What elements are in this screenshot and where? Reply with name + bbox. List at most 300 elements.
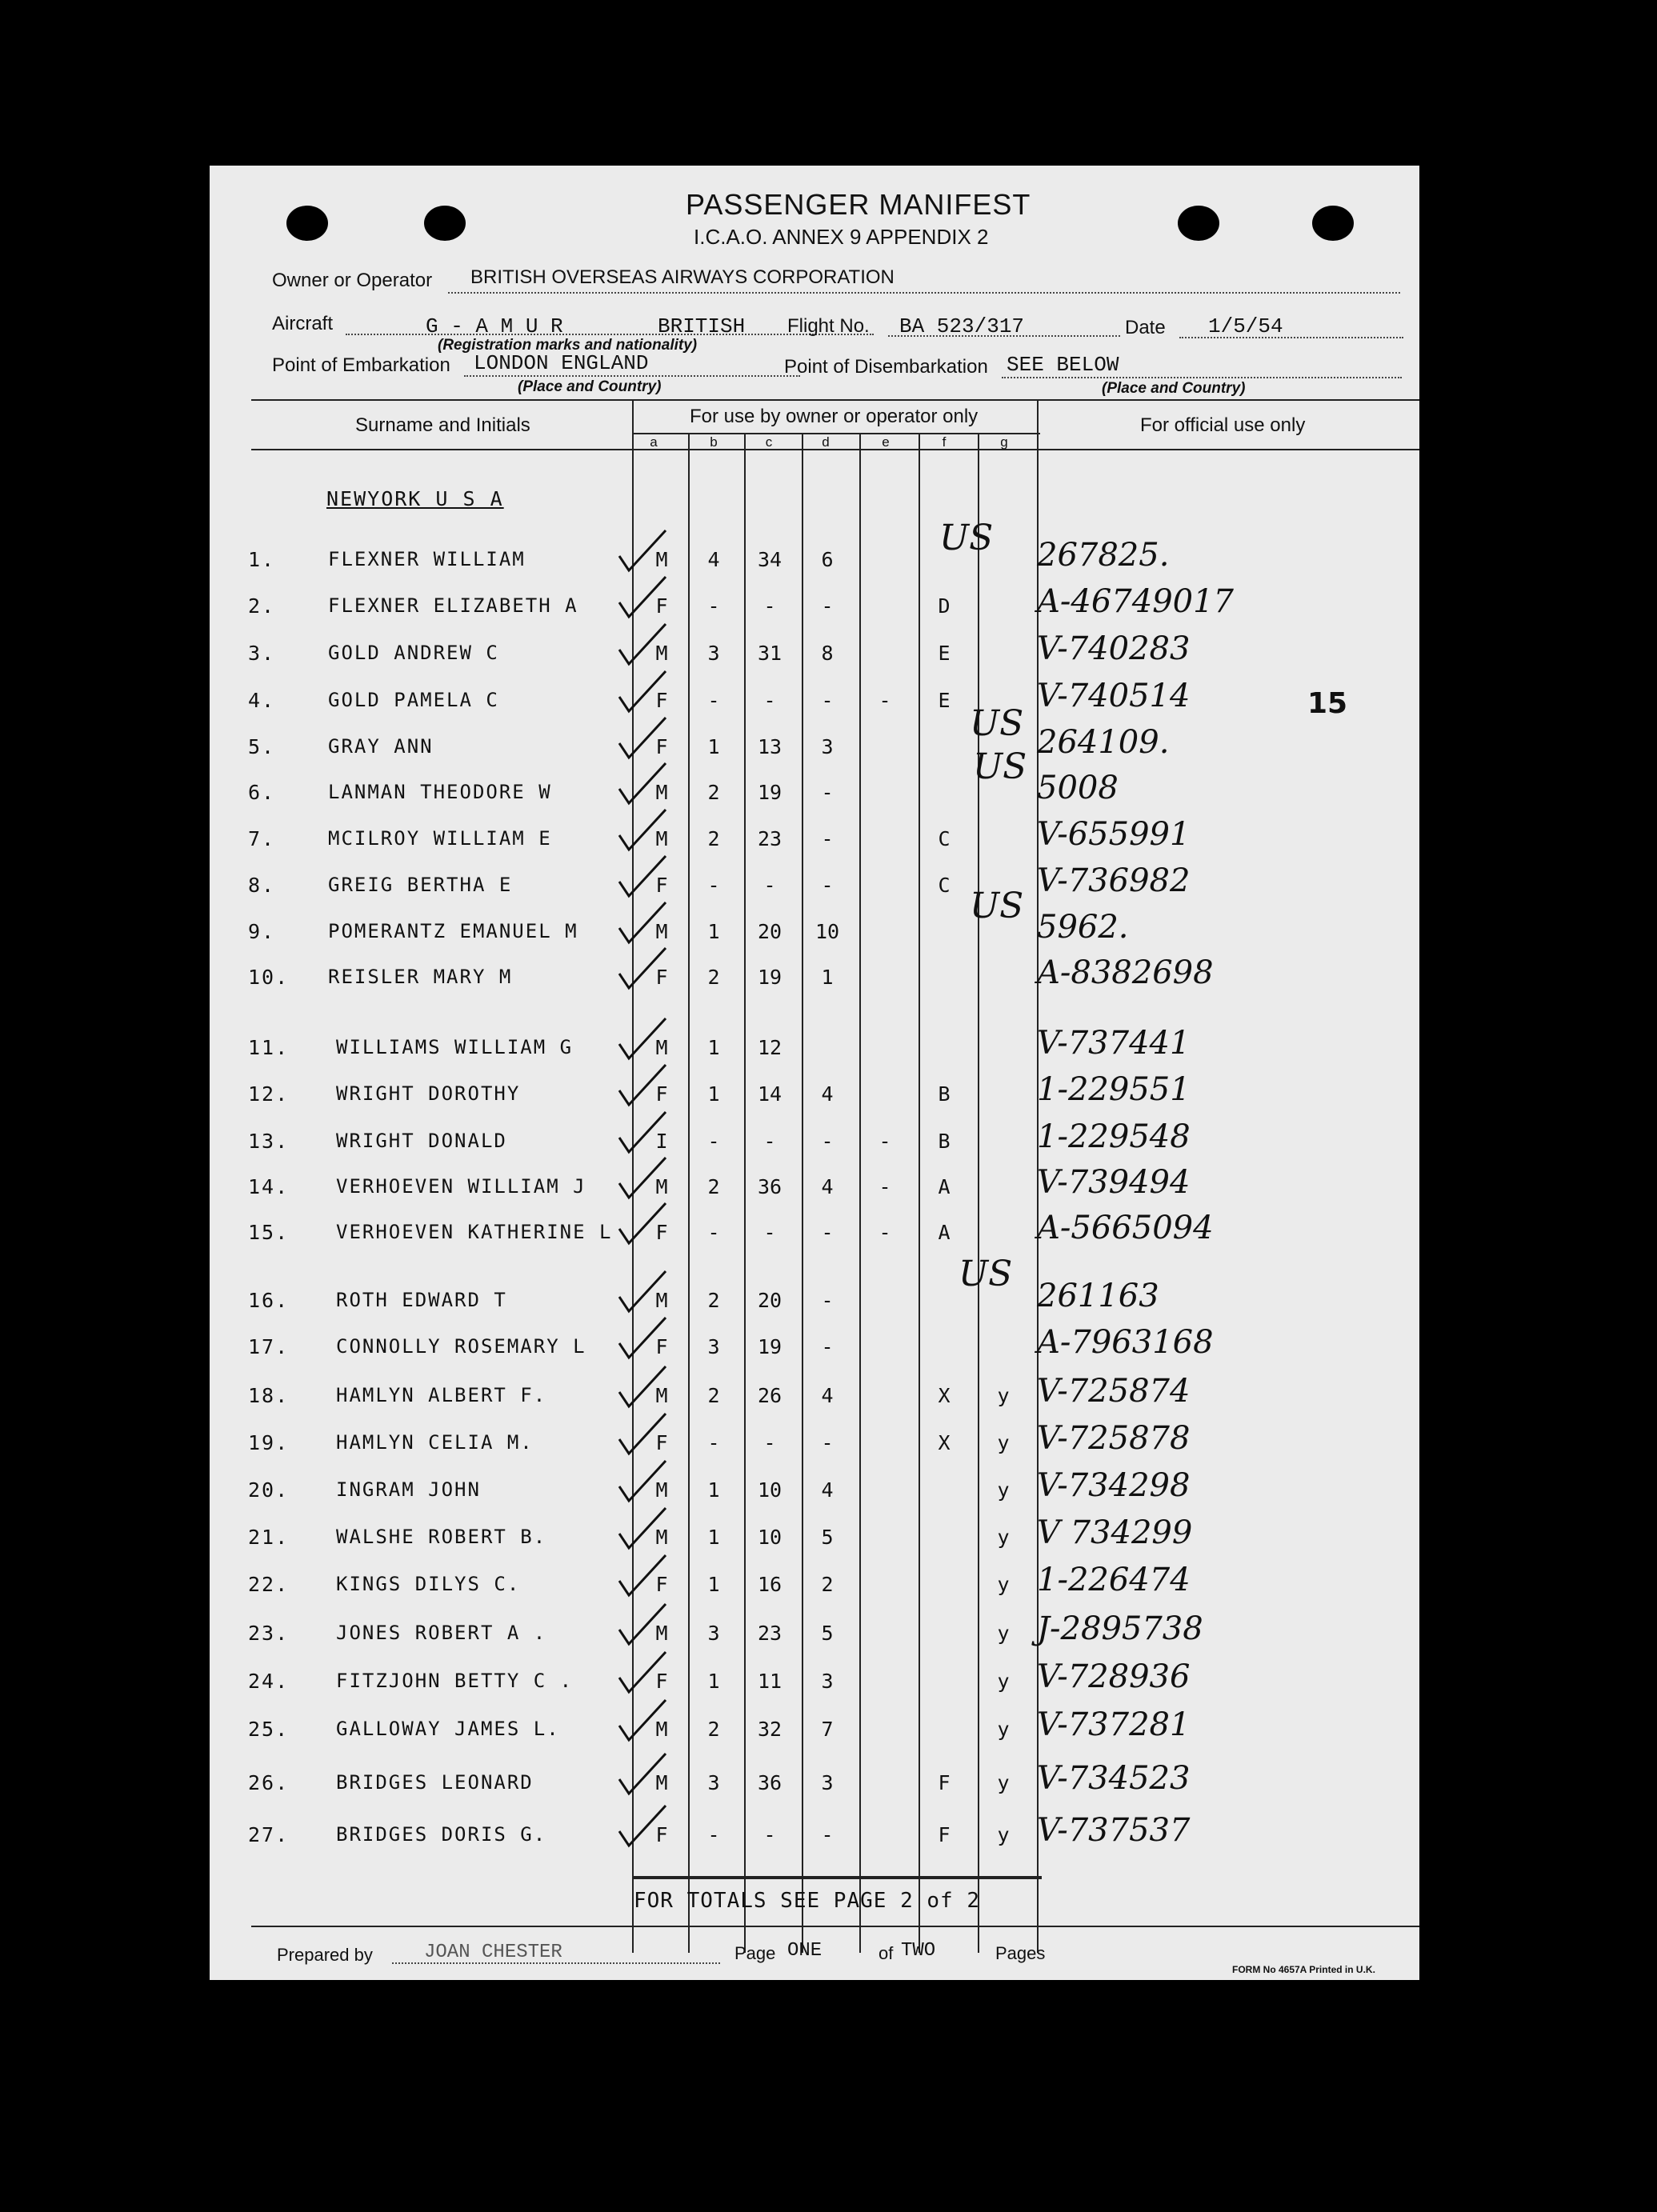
cell-a: M: [655, 1384, 668, 1407]
check-mark-icon: [616, 1649, 672, 1697]
passenger-name: WALSHE ROBERT B.: [336, 1526, 547, 1548]
cell-c: 14: [757, 1082, 782, 1106]
cell-c: 20: [757, 920, 782, 943]
passenger-name: LANMAN THEODORE W: [328, 781, 552, 803]
cell-c: 23: [757, 827, 782, 850]
cell-a: F: [655, 735, 668, 758]
us-mark: US: [973, 746, 1027, 787]
official-number: J-2895738: [1037, 1610, 1203, 1647]
cell-d: 4: [821, 1478, 834, 1502]
row-number: 21.: [248, 1526, 290, 1549]
official-number: V-737441: [1037, 1025, 1191, 1062]
cell-f: F: [938, 1771, 951, 1794]
official-use-header: For official use only: [1140, 414, 1306, 436]
check-mark-icon: [616, 806, 672, 854]
cell-c: 16: [757, 1573, 782, 1596]
row-number: 2.: [248, 594, 276, 618]
cell-f: X: [938, 1431, 951, 1454]
passenger-name: WILLIAMS WILLIAM G: [336, 1036, 574, 1058]
check-mark-icon: [616, 668, 672, 716]
cell-b: -: [707, 874, 720, 897]
cell-b: 3: [707, 1771, 720, 1794]
cell-a: F: [655, 689, 668, 712]
cell-d: 2: [821, 1573, 834, 1596]
row-number: 6.: [248, 781, 276, 804]
col-d-header: d: [822, 434, 830, 450]
official-number: V-725878: [1037, 1420, 1191, 1457]
cell-e: -: [879, 1221, 891, 1244]
cell-b: 1: [707, 1082, 720, 1106]
official-number: V-737537: [1037, 1812, 1191, 1849]
official-number: V-734298: [1037, 1467, 1191, 1504]
row-number: 20.: [248, 1478, 290, 1502]
cell-b: 3: [707, 1622, 720, 1645]
row-number: 15.: [248, 1221, 290, 1244]
check-mark-icon: [616, 1802, 672, 1850]
cell-e: -: [879, 689, 891, 712]
official-number: 5962.: [1037, 909, 1129, 946]
prepared-value: JOAN CHESTER: [424, 1942, 562, 1963]
cell-f: B: [938, 1130, 951, 1153]
row-number: 10.: [248, 966, 290, 989]
check-mark-icon: [616, 899, 672, 947]
passenger-name: FLEXNER ELIZABETH A: [328, 594, 578, 617]
cell-b: -: [707, 689, 720, 712]
cell-d: 4: [821, 1384, 834, 1407]
cell-a: F: [655, 594, 668, 618]
cell-e: -: [879, 1130, 891, 1153]
official-number: A-7963168: [1037, 1324, 1214, 1361]
cell-a: F: [655, 1670, 668, 1693]
passenger-name: ROTH EDWARD T: [336, 1289, 507, 1311]
cell-f: C: [938, 827, 951, 850]
punch-hole: [286, 206, 328, 241]
cell-a: M: [655, 920, 668, 943]
cell-b: 1: [707, 1670, 720, 1693]
cell-d: 7: [821, 1718, 834, 1741]
cell-a: M: [655, 781, 668, 804]
cell-a: F: [655, 874, 668, 897]
cell-d: -: [821, 594, 834, 618]
cell-a: M: [655, 1771, 668, 1794]
cell-g: y: [997, 1478, 1010, 1502]
cell-c: 11: [757, 1670, 782, 1693]
cell-d: -: [821, 1130, 834, 1153]
cell-b: 2: [707, 827, 720, 850]
official-number: 1-226474: [1037, 1562, 1191, 1598]
form-subtitle: I.C.A.O. ANNEX 9 APPENDIX 2: [694, 225, 989, 249]
passenger-name: BRIDGES DORIS G.: [336, 1823, 547, 1846]
col-c-header: c: [765, 434, 773, 450]
disembarkation-dotted-line: [1002, 377, 1402, 378]
cell-d: 5: [821, 1622, 834, 1645]
cell-d: 6: [821, 548, 834, 571]
totals-note: FOR TOTALS SEE PAGE 2 of 2: [634, 1889, 980, 1913]
cell-c: -: [763, 594, 776, 618]
cell-c: 20: [757, 1289, 782, 1312]
row-number: 17.: [248, 1335, 290, 1358]
cell-a: M: [655, 1478, 668, 1502]
section-heading: NEWYORK U S A: [326, 487, 504, 510]
cell-a: F: [655, 1221, 668, 1244]
us-mark: US: [970, 886, 1024, 926]
totals-bottom-rule: [251, 1926, 1419, 1927]
cell-c: 12: [757, 1036, 782, 1059]
punch-hole: [1178, 206, 1219, 241]
check-mark-icon: [616, 527, 672, 575]
cell-b: 2: [707, 1384, 720, 1407]
cell-e: -: [879, 1175, 891, 1198]
cell-d: -: [821, 1221, 834, 1244]
check-mark-icon: [616, 1268, 672, 1316]
passenger-name: GRAY ANN: [328, 735, 434, 758]
row-number: 4.: [248, 689, 276, 712]
check-mark-icon: [616, 1314, 672, 1362]
col-f-header: f: [942, 434, 947, 450]
embarkation-value: LONDON ENGLAND: [474, 351, 649, 375]
cell-b: 2: [707, 1289, 720, 1312]
passenger-name: HAMLYN CELIA M.: [336, 1431, 534, 1454]
surname-header: Surname and Initials: [355, 414, 530, 436]
form-title: PASSENGER MANIFEST: [686, 188, 1031, 221]
official-number: 267825.: [1037, 537, 1170, 574]
disembarkation-value: SEE BELOW: [1007, 353, 1119, 377]
official-number: V-725874: [1037, 1373, 1191, 1410]
cell-f: E: [938, 642, 951, 665]
check-mark-icon: [616, 1505, 672, 1553]
cell-d: -: [821, 1289, 834, 1312]
cell-d: 3: [821, 1771, 834, 1794]
cell-d: -: [821, 1823, 834, 1846]
row-number: 22.: [248, 1573, 290, 1596]
cell-f: X: [938, 1384, 951, 1407]
official-number: 5008: [1037, 770, 1119, 806]
cell-d: 3: [821, 735, 834, 758]
cell-b: 4: [707, 548, 720, 571]
cell-c: 36: [757, 1175, 782, 1198]
cell-c: -: [763, 1221, 776, 1244]
cell-b: 2: [707, 1718, 720, 1741]
prepared-label: Prepared by: [277, 1945, 373, 1965]
owner-dotted-line: [448, 292, 1400, 294]
passenger-name: GREIG BERTHA E: [328, 874, 513, 896]
cell-d: -: [821, 1335, 834, 1358]
official-number: V-737281: [1037, 1706, 1191, 1743]
official-number: V-728936: [1037, 1658, 1191, 1695]
row-number: 24.: [248, 1670, 290, 1693]
cell-c: -: [763, 1431, 776, 1454]
cell-a: M: [655, 548, 668, 571]
cell-b: -: [707, 594, 720, 618]
us-mark: US: [959, 1254, 1013, 1294]
table-top-rule: [251, 399, 1419, 401]
row-number: 12.: [248, 1082, 290, 1106]
page-mark: 15: [1307, 687, 1348, 720]
prepared-dotted-line: [392, 1962, 720, 1964]
cell-g: y: [997, 1771, 1010, 1794]
cell-d: -: [821, 781, 834, 804]
check-mark-icon: [616, 621, 672, 669]
cell-f: C: [938, 874, 951, 897]
row-number: 8.: [248, 874, 276, 897]
aircraft-nationality: BRITISH: [658, 314, 746, 338]
row-number: 26.: [248, 1771, 290, 1794]
form-number: FORM No 4657A Printed in U.K.: [1232, 1964, 1375, 1975]
check-mark-icon: [616, 574, 672, 622]
cell-b: 1: [707, 735, 720, 758]
passenger-name: VERHOEVEN KATHERINE L: [336, 1221, 613, 1243]
row-number: 23.: [248, 1622, 290, 1645]
cell-d: 10: [814, 920, 840, 943]
cell-b: 1: [707, 1036, 720, 1059]
page-value: ONE: [787, 1940, 822, 1962]
official-number: V-740514: [1037, 678, 1191, 714]
col-a-header: a: [650, 434, 658, 450]
page-label: Page: [734, 1943, 776, 1963]
passenger-name: VERHOEVEN WILLIAM J: [336, 1175, 586, 1198]
cell-b: -: [707, 1130, 720, 1153]
cell-a: I: [655, 1130, 668, 1153]
cell-f: F: [938, 1823, 951, 1846]
cell-c: -: [763, 874, 776, 897]
passenger-name: REISLER MARY M: [328, 966, 513, 988]
cell-b: 1: [707, 1478, 720, 1502]
passenger-name: JONES ROBERT A .: [336, 1622, 547, 1644]
cell-d: -: [821, 827, 834, 850]
cell-g: y: [997, 1718, 1010, 1741]
cell-g: y: [997, 1431, 1010, 1454]
cell-c: 19: [757, 781, 782, 804]
registration-note: (Registration marks and nationality): [438, 337, 698, 354]
check-mark-icon: [616, 1109, 672, 1157]
aircraft-label: Aircraft: [272, 313, 334, 334]
cell-f: E: [938, 689, 951, 712]
cell-b: 2: [707, 781, 720, 804]
cell-b: 1: [707, 1573, 720, 1596]
passenger-name: CONNOLLY ROSEMARY L: [336, 1335, 586, 1358]
punch-hole: [1312, 206, 1354, 241]
cell-d: 4: [821, 1175, 834, 1198]
punch-hole: [424, 206, 466, 241]
official-number: A-46749017: [1037, 583, 1234, 620]
check-mark-icon: [616, 714, 672, 762]
cell-d: 8: [821, 642, 834, 665]
official-number: 264109.: [1037, 724, 1170, 761]
cell-c: 34: [757, 548, 782, 571]
cell-d: -: [821, 689, 834, 712]
pages-label: Pages: [995, 1943, 1046, 1963]
col-b-header: b: [710, 434, 718, 450]
row-number: 14.: [248, 1175, 290, 1198]
cell-c: 36: [757, 1771, 782, 1794]
check-mark-icon: [616, 853, 672, 901]
cell-f: A: [938, 1175, 951, 1198]
check-mark-icon: [616, 1410, 672, 1458]
cell-c: -: [763, 689, 776, 712]
cell-c: 10: [757, 1526, 782, 1549]
passenger-name: GALLOWAY JAMES L.: [336, 1718, 560, 1740]
row-number: 27.: [248, 1823, 290, 1846]
official-number: 1-229548: [1037, 1118, 1191, 1155]
passenger-name: BRIDGES LEONARD: [336, 1771, 534, 1794]
row-number: 13.: [248, 1130, 290, 1153]
cell-d: 5: [821, 1526, 834, 1549]
cell-a: F: [655, 1431, 668, 1454]
flight-number: BA 523/317: [899, 314, 1025, 338]
row-number: 5.: [248, 735, 276, 758]
us-mark: US: [939, 518, 994, 558]
cell-a: F: [655, 1573, 668, 1596]
row-number: 7.: [248, 827, 276, 850]
check-mark-icon: [616, 1750, 672, 1798]
passenger-name: WRIGHT DONALD: [336, 1130, 507, 1152]
cell-a: M: [655, 1289, 668, 1312]
passenger-name: GOLD PAMELA C: [328, 689, 499, 711]
embarkation-note: (Place and Country): [518, 378, 662, 395]
cell-c: 31: [757, 642, 782, 665]
cell-b: 3: [707, 1335, 720, 1358]
cell-b: -: [707, 1823, 720, 1846]
cell-f: D: [938, 594, 951, 618]
owner-value: BRITISH OVERSEAS AIRWAYS CORPORATION: [470, 266, 895, 288]
cell-a: M: [655, 1622, 668, 1645]
manifest-page: [210, 166, 1419, 1980]
check-mark-icon: [616, 1552, 672, 1600]
col-e-header: e: [882, 434, 890, 450]
cell-b: -: [707, 1221, 720, 1244]
check-mark-icon: [616, 760, 672, 808]
cell-g: y: [997, 1823, 1010, 1846]
row-number: 3.: [248, 642, 276, 665]
cell-d: -: [821, 874, 834, 897]
row-number: 1.: [248, 548, 276, 571]
totals-top-rule: [632, 1876, 1042, 1879]
passenger-name: GOLD ANDREW C: [328, 642, 499, 664]
passenger-name: HAMLYN ALBERT F.: [336, 1384, 547, 1406]
cell-a: F: [655, 1823, 668, 1846]
flight-dotted-line: [888, 335, 1120, 337]
cell-c: 23: [757, 1622, 782, 1645]
official-number: V-734523: [1037, 1760, 1191, 1797]
check-mark-icon: [616, 1697, 672, 1745]
disembarkation-label: Point of Disembarkation: [784, 356, 988, 378]
check-mark-icon: [616, 1458, 672, 1506]
owner-label: Owner or Operator: [272, 270, 433, 291]
official-number: A-5665094: [1037, 1210, 1214, 1246]
official-number: V-740283: [1037, 630, 1191, 667]
passenger-name: MCILROY WILLIAM E: [328, 827, 552, 850]
cell-g: y: [997, 1573, 1010, 1596]
us-mark: US: [970, 703, 1024, 744]
cell-b: 2: [707, 1175, 720, 1198]
date-dotted-line: [1179, 337, 1403, 338]
cell-g: y: [997, 1622, 1010, 1645]
check-mark-icon: [616, 1601, 672, 1649]
cell-a: M: [655, 827, 668, 850]
passenger-name: WRIGHT DOROTHY: [336, 1082, 521, 1105]
cell-c: -: [763, 1130, 776, 1153]
cell-d: 3: [821, 1670, 834, 1693]
flight-label: Flight No.: [787, 315, 870, 337]
of-label: of: [879, 1943, 894, 1963]
official-number: 261163: [1037, 1278, 1159, 1314]
cell-b: 1: [707, 1526, 720, 1549]
check-mark-icon: [616, 1363, 672, 1411]
cell-f: B: [938, 1082, 951, 1106]
cell-c: 13: [757, 735, 782, 758]
cell-c: 19: [757, 966, 782, 989]
row-number: 19.: [248, 1431, 290, 1454]
cell-g: y: [997, 1526, 1010, 1549]
passenger-name: FITZJOHN BETTY C .: [336, 1670, 574, 1692]
cell-a: M: [655, 1036, 668, 1059]
passenger-name: KINGS DILYS C.: [336, 1573, 521, 1595]
passenger-name: FLEXNER WILLIAM: [328, 548, 526, 570]
official-number: V-655991: [1037, 816, 1191, 853]
cell-g: y: [997, 1384, 1010, 1407]
row-number: 11.: [248, 1036, 290, 1059]
cell-c: -: [763, 1823, 776, 1846]
cell-d: 1: [821, 966, 834, 989]
cell-c: 19: [757, 1335, 782, 1358]
cell-a: M: [655, 1175, 668, 1198]
official-number: V 734299: [1037, 1514, 1193, 1551]
official-number: V-736982: [1037, 862, 1191, 899]
row-number: 9.: [248, 920, 276, 943]
disembarkation-note: (Place and Country): [1102, 380, 1246, 397]
cell-c: 26: [757, 1384, 782, 1407]
cell-a: F: [655, 1082, 668, 1106]
aircraft-registration: G - A M U R: [426, 314, 563, 338]
embarkation-dotted-line: [464, 375, 800, 377]
cell-a: M: [655, 1718, 668, 1741]
row-number: 25.: [248, 1718, 290, 1741]
official-number: V-739494: [1037, 1164, 1191, 1201]
cell-b: 3: [707, 642, 720, 665]
cell-d: -: [821, 1431, 834, 1454]
passenger-name: POMERANTZ EMANUEL M: [328, 920, 578, 942]
date-value: 1/5/54: [1208, 314, 1283, 338]
official-number: A-8382698: [1037, 954, 1214, 991]
official-number: 1-229551: [1037, 1071, 1191, 1108]
cell-f: A: [938, 1221, 951, 1244]
check-mark-icon: [616, 1154, 672, 1202]
cell-a: M: [655, 642, 668, 665]
passenger-name: INGRAM JOHN: [336, 1478, 481, 1501]
check-mark-icon: [616, 1200, 672, 1248]
owner-use-header: For use by owner or operator only: [690, 406, 979, 427]
cell-b: 2: [707, 966, 720, 989]
row-number: 16.: [248, 1289, 290, 1312]
of-value: TWO: [901, 1940, 936, 1962]
check-mark-icon: [616, 1062, 672, 1110]
cell-g: y: [997, 1670, 1010, 1693]
date-label: Date: [1125, 317, 1166, 338]
cell-d: 4: [821, 1082, 834, 1106]
check-mark-icon: [616, 1015, 672, 1063]
check-mark-icon: [616, 945, 672, 993]
row-number: 18.: [248, 1384, 290, 1407]
cell-a: M: [655, 1526, 668, 1549]
cell-b: -: [707, 1431, 720, 1454]
cell-c: 10: [757, 1478, 782, 1502]
col-g-header: g: [1000, 434, 1008, 450]
embarkation-label: Point of Embarkation: [272, 354, 450, 376]
cell-c: 32: [757, 1718, 782, 1741]
cell-a: F: [655, 1335, 668, 1358]
cell-b: 1: [707, 920, 720, 943]
cell-a: F: [655, 966, 668, 989]
